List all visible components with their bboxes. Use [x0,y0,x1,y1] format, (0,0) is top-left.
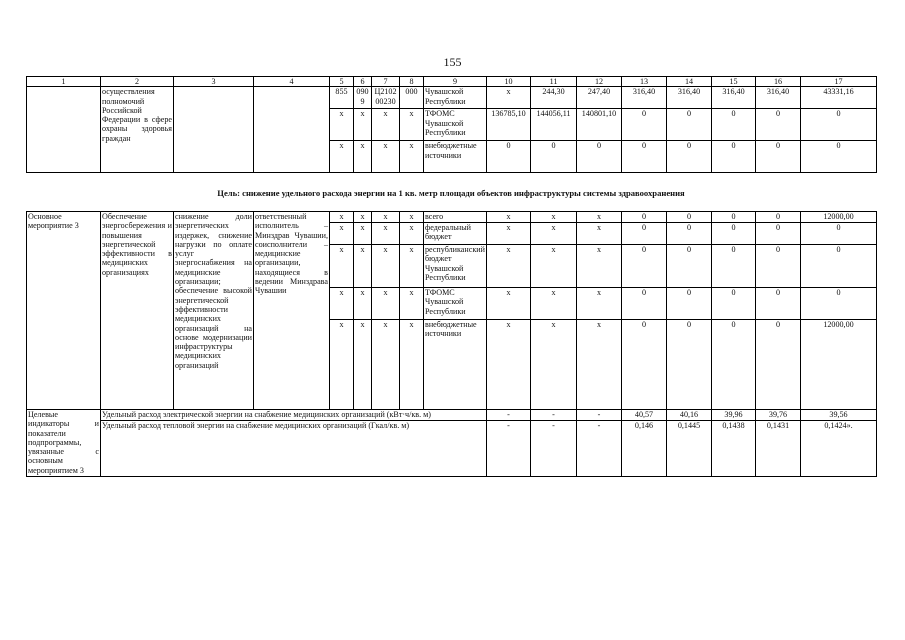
top-col2-cell: осуществления полномочий Российской Федерации в сфере охраны здоровья граждан [101,87,174,173]
cell-c15: 0 [712,212,756,223]
cell-c15: 0,1438 [712,421,756,477]
header-num-14: 14 [667,77,712,87]
cell-c15: 0 [712,288,756,320]
cell-c7: x [372,109,400,141]
cell-c9: ТФОМС Чувашской Республики [424,288,487,320]
cell-c13: 0 [622,109,667,141]
top-col3-cell [174,87,254,173]
header-num-4: 4 [254,77,330,87]
cell-c8: x [400,212,424,223]
cell-c8: x [400,109,424,141]
cell-c12: - [577,410,622,421]
cell-c9: всего [424,212,487,223]
cell-c8: x [400,288,424,320]
cell-c15: 0 [712,109,756,141]
header-num-13: 13 [622,77,667,87]
cell-c14: 0 [667,212,712,223]
cell-c17: 0 [801,109,877,141]
cell-c10: x [487,245,531,288]
cell-c10: - [487,421,531,477]
cell-c13: 0 [622,212,667,223]
goal-heading: Цель: снижение удельного расхода энергии на 1 кв. метр площади объектов инфраструктуры системы здравоохранения [217,188,685,198]
cell-c16: 0,1431 [756,421,801,477]
cell-c16: 39,76 [756,410,801,421]
cell-c17: 0 [801,288,877,320]
cell-c13: 0 [622,245,667,288]
cell-c13: 0 [622,141,667,173]
cell-c14: 0,1445 [667,421,712,477]
cell-c15: 39,96 [712,410,756,421]
cell-c16: 0 [756,320,801,410]
cell-c12: 247,40 [577,87,622,109]
top-col1-cell [27,87,101,173]
cell-c14: 0 [667,141,712,173]
cell-c5: x [330,245,354,288]
cell-c10: x [487,288,531,320]
cell-c12: x [577,212,622,223]
cell-c7: x [372,245,400,288]
cell-c9: внебюджетные источники [424,320,487,410]
header-num-6: 6 [354,77,372,87]
cell-c8: x [400,245,424,288]
cell-c13: 0 [622,223,667,245]
cell-c10: x [487,212,531,223]
cell-c15: 316,40 [712,87,756,109]
header-num-16: 16 [756,77,801,87]
cell-c16: 0 [756,245,801,288]
cell-c15: 0 [712,320,756,410]
cell-c17: 12000,00 [801,320,877,410]
cell-c11: x [531,245,577,288]
cell-c11: 0 [531,141,577,173]
header-num-12: 12 [577,77,622,87]
cell-c16: 316,40 [756,87,801,109]
cell-c11: x [531,288,577,320]
cell-c7: x [372,223,400,245]
header-num-1: 1 [27,77,101,87]
cell-c10: x [487,320,531,410]
main-activity-executors: ответственный исполнитель – Минздрав Чувашии, соисполнители – медицинские организации, находящиеся в ведении Минздрава Чувашии [254,212,330,410]
header-num-8: 8 [400,77,424,87]
table-row [27,87,877,109]
top-col4-cell [254,87,330,173]
main-activity-name: Основное мероприятие 3 [27,212,101,410]
cell-c17: 0 [801,141,877,173]
cell-c10: 0 [487,141,531,173]
cell-c11: - [531,410,577,421]
cell-c5: x [330,109,354,141]
cell-c14: 316,40 [667,87,712,109]
cell-c6: x [354,212,372,223]
cell-c5: x [330,223,354,245]
cell-c13: 40,57 [622,410,667,421]
cell-c5: 855 [330,87,354,109]
header-num-17: 17 [801,77,877,87]
cell-c11: x [531,320,577,410]
cell-c12: 140801,10 [577,109,622,141]
cell-c9: Чувашской Республики [424,87,487,109]
header-num-15: 15 [712,77,756,87]
cell-c10: x [487,223,531,245]
cell-c15: 0 [712,141,756,173]
cell-c13: 0 [622,320,667,410]
table-row [27,410,877,421]
cell-c5: x [330,320,354,410]
cell-c12: 0 [577,141,622,173]
cell-c14: 0 [667,109,712,141]
cell-c16: 0 [756,288,801,320]
cell-c7: x [372,141,400,173]
cell-c6: x [354,109,372,141]
cell-c6: x [354,141,372,173]
cell-c12: x [577,288,622,320]
main-activity-description: Обеспечение энергосбережения и повышения энергетической эффективности в медицинских организациях [101,212,174,410]
cell-c12: x [577,245,622,288]
cell-c11: x [531,223,577,245]
cell-c14: 0 [667,320,712,410]
cell-c8: x [400,223,424,245]
target-indicator-text: Удельный расход электрической энергии на снабжение медицинских организаций (кВт·ч/кв. м) [101,410,487,421]
header-num-7: 7 [372,77,400,87]
cell-c16: 0 [756,223,801,245]
main-table [26,211,877,477]
cell-c11: x [531,212,577,223]
cell-c7: x [372,288,400,320]
cell-c7: x [372,320,400,410]
cell-c12: x [577,320,622,410]
cell-c11: - [531,421,577,477]
cell-c10: x [487,87,531,109]
cell-c5: x [330,288,354,320]
cell-c17: 0,1424». [801,421,877,477]
cell-c9: федеральный бюджет [424,223,487,245]
cell-c12: - [577,421,622,477]
cell-c6: x [354,320,372,410]
target-indicator-text: Удельный расход тепловой энергии на снабжение медицинских организаций (Гкал/кв. м) [101,421,487,477]
cell-c11: 144056,11 [531,109,577,141]
header-num-10: 10 [487,77,531,87]
cell-c6: x [354,223,372,245]
cell-c5: x [330,212,354,223]
cell-c14: 0 [667,288,712,320]
cell-c12: x [577,223,622,245]
cell-c8: 000 [400,87,424,109]
table-row [27,421,877,477]
cell-c10: 136785,10 [487,109,531,141]
cell-c9: внебюджетные источники [424,141,487,173]
table-row [27,212,877,223]
header-num-2: 2 [101,77,174,87]
cell-c15: 0 [712,223,756,245]
targets-label: Целевые индикаторы и показатели подпрограммы, увязанные с основным мероприятием 3 [28,410,99,475]
cell-c16: 0 [756,212,801,223]
cell-c14: 40,16 [667,410,712,421]
cell-c13: 0,146 [622,421,667,477]
cell-c9: республиканский бюджет Чувашской Республики [424,245,487,288]
top-table [26,76,877,173]
page-number: 155 [443,55,462,69]
cell-c9: ТФОМС Чувашской Республики [424,109,487,141]
cell-c6: x [354,288,372,320]
cell-c8: x [400,320,424,410]
cell-c17: 39,56 [801,410,877,421]
cell-c17: 12000,00 [801,212,877,223]
cell-c14: 0 [667,245,712,288]
cell-c8: x [400,141,424,173]
header-num-11: 11 [531,77,577,87]
cell-c10: - [487,410,531,421]
cell-c13: 316,40 [622,87,667,109]
cell-c17: 0 [801,223,877,245]
cell-c16: 0 [756,109,801,141]
cell-c15: 0 [712,245,756,288]
header-number-row [27,77,877,87]
cell-c11: 244,30 [531,87,577,109]
header-num-5: 5 [330,77,354,87]
cell-c14: 0 [667,223,712,245]
cell-c13: 0 [622,288,667,320]
cell-c16: 0 [756,141,801,173]
cell-c5: x [330,141,354,173]
cell-c7: x [372,212,400,223]
cell-c6: 090 9 [354,87,372,109]
cell-c17: 0 [801,245,877,288]
header-num-3: 3 [174,77,254,87]
cell-c6: x [354,245,372,288]
cell-c17: 43331,16 [801,87,877,109]
main-activity-tasks: снижение доли энергетических издержек, снижение нагрузки по оплате услуг энергоснабжения на медицинские организации; обеспечение высокой энергетической эффективности медицинских организаций на основе модернизации инфраструктуры медицинских организаций [174,212,254,410]
header-num-9: 9 [424,77,487,87]
cell-c7: Ц2102 00230 [372,87,400,109]
